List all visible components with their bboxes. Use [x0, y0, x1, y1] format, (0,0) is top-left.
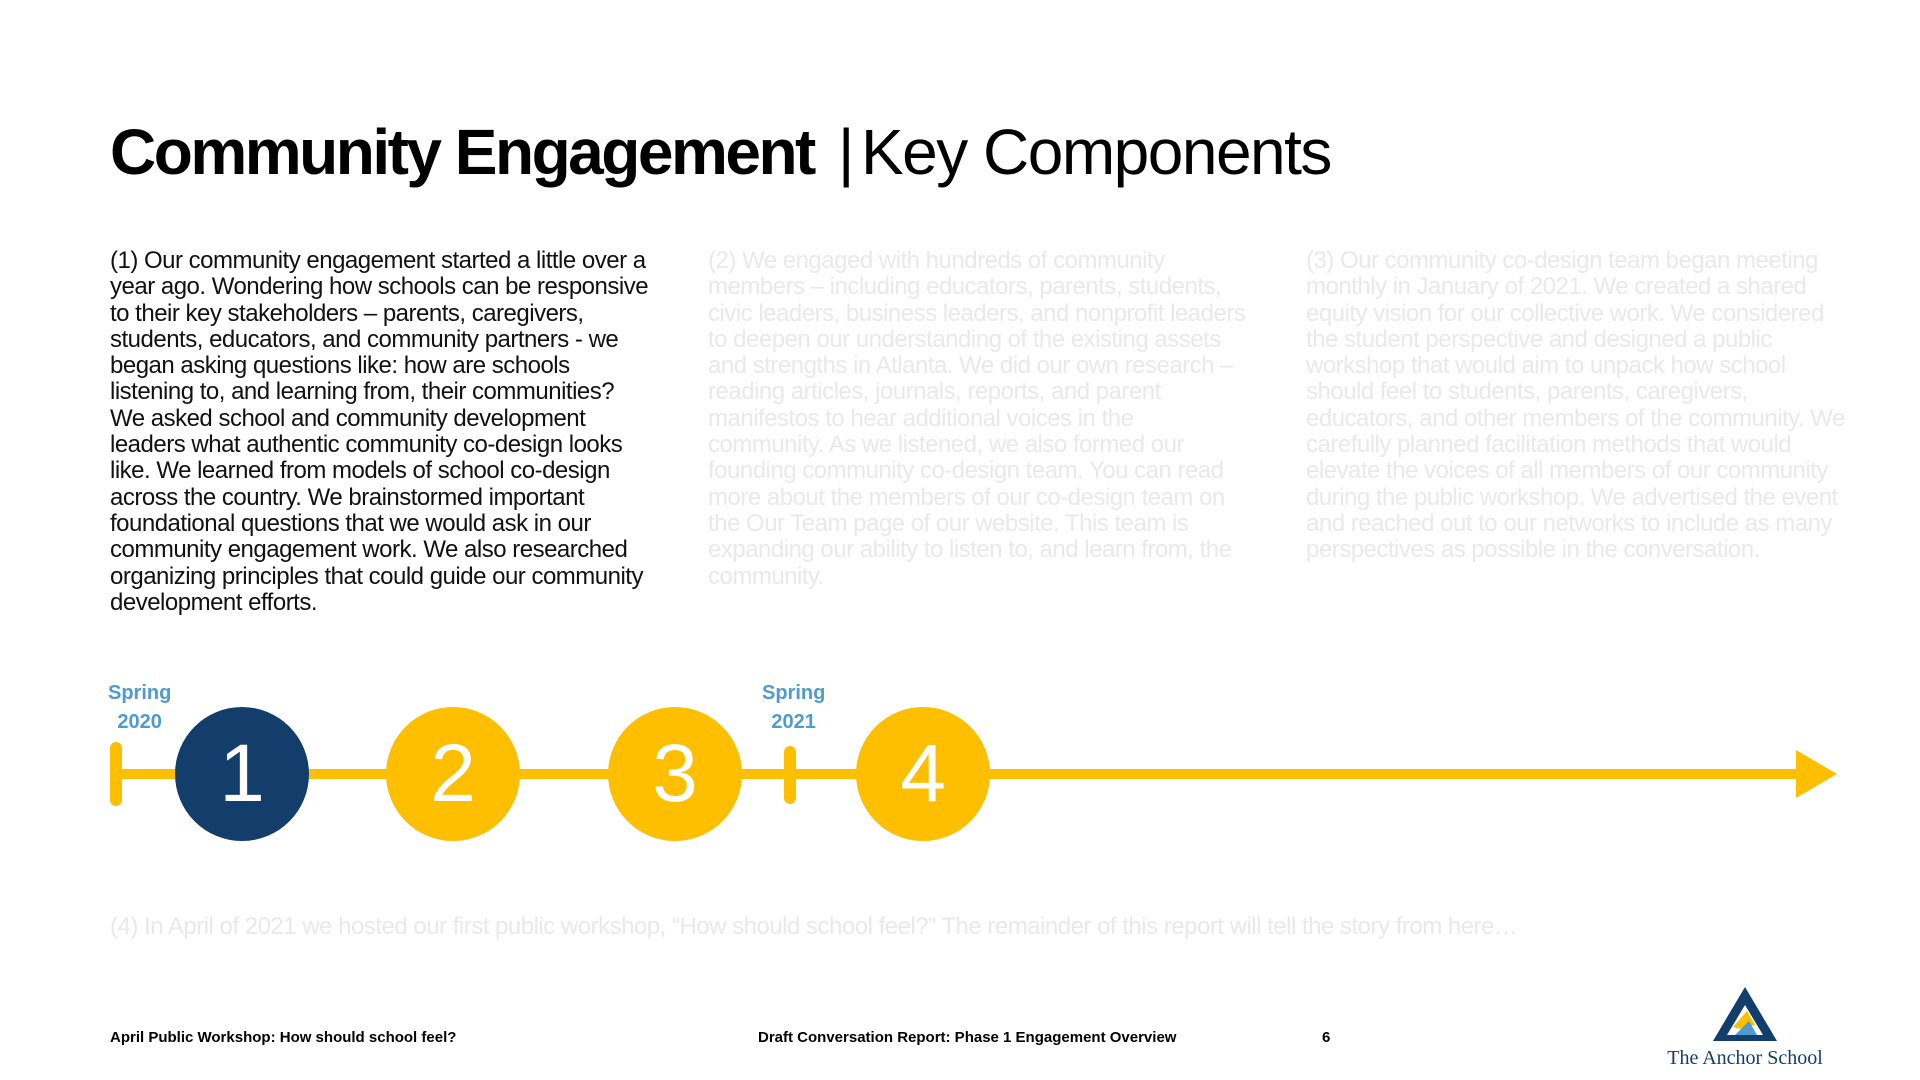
logo-text: The Anchor School: [1667, 1047, 1823, 1069]
triangle-anchor-logo-icon: [1711, 985, 1779, 1045]
footer-center: Draft Conversation Report: Phase 1 Engagement Overview: [758, 1029, 1177, 1046]
timeline-step-3[interactable]: 3: [608, 707, 742, 841]
page-number: 6: [1322, 1029, 1331, 1046]
title-separator: |: [837, 116, 853, 188]
title-bold: Community Engagement: [110, 116, 814, 188]
title-subtitle: Key Components: [860, 116, 1331, 188]
timeline-step-2[interactable]: 2: [386, 707, 520, 841]
timeline-step-4[interactable]: 4: [856, 707, 990, 841]
date-year: 2021: [771, 711, 816, 733]
arrow-right-icon: [1796, 750, 1837, 798]
school-logo: [1660, 985, 1830, 1075]
timeline-step-1[interactable]: 1: [175, 707, 309, 841]
footer-left: April Public Workshop: How should school feel?: [110, 1029, 457, 1046]
date-season: Spring: [108, 682, 172, 704]
date-label-2021: [762, 679, 825, 737]
component-text-2: (2) We engaged with hundreds of community members – including educators, parents, students, civic leaders, business leaders, and nonprofit leaders to deepen our understanding of the existing assets and strengths in Atlanta. We did our own research – reading articles, journals, reports, and parent manifestos to hear additional voices in the community. As we listened, we also formed our founding community co-design team. You can read more about the members of our co-design team on the Our Team page of our website. This team is expanding our ability to listen to, and learn from, the community.: [708, 247, 1246, 590]
date-year: 2020: [117, 711, 162, 733]
date-season: Spring: [762, 682, 826, 704]
component-text-1: (1) Our community engagement started a little over a year ago. Wondering how schools can be responsive to their key stakeholders – parents, caregivers, students, educators, and community partners - we began asking questions like: how are schools listening to, and learning from, their communities? We asked school and community development leaders what authentic community co-design looks like. We learned from models of school co-design across the country. We brainstormed important foundational questions that we would ask in our community engagement work. We also researched organizing principles that could guide our community development efforts.: [110, 247, 649, 616]
component-text-3: (3) Our community co-design team began meeting monthly in January of 2021. We created a shared equity vision for our collective work. We considered the student perspective and designed a public workshop that would aim to unpack how school should feel to students, parents, caregivers, educators, and other members of the community. We carefully planned facilitation methods that would elevate the voices of all members of our community during the public workshop. We advertised the event and reached out to our networks to include as many perspectives as possible in the conversation.: [1306, 247, 1845, 564]
date-label-2020: [108, 679, 171, 737]
component-text-4: (4) In April of 2021 we hosted our first public workshop, “How should school feel?” The remainder of this report will tell the story from here…: [110, 913, 1518, 940]
